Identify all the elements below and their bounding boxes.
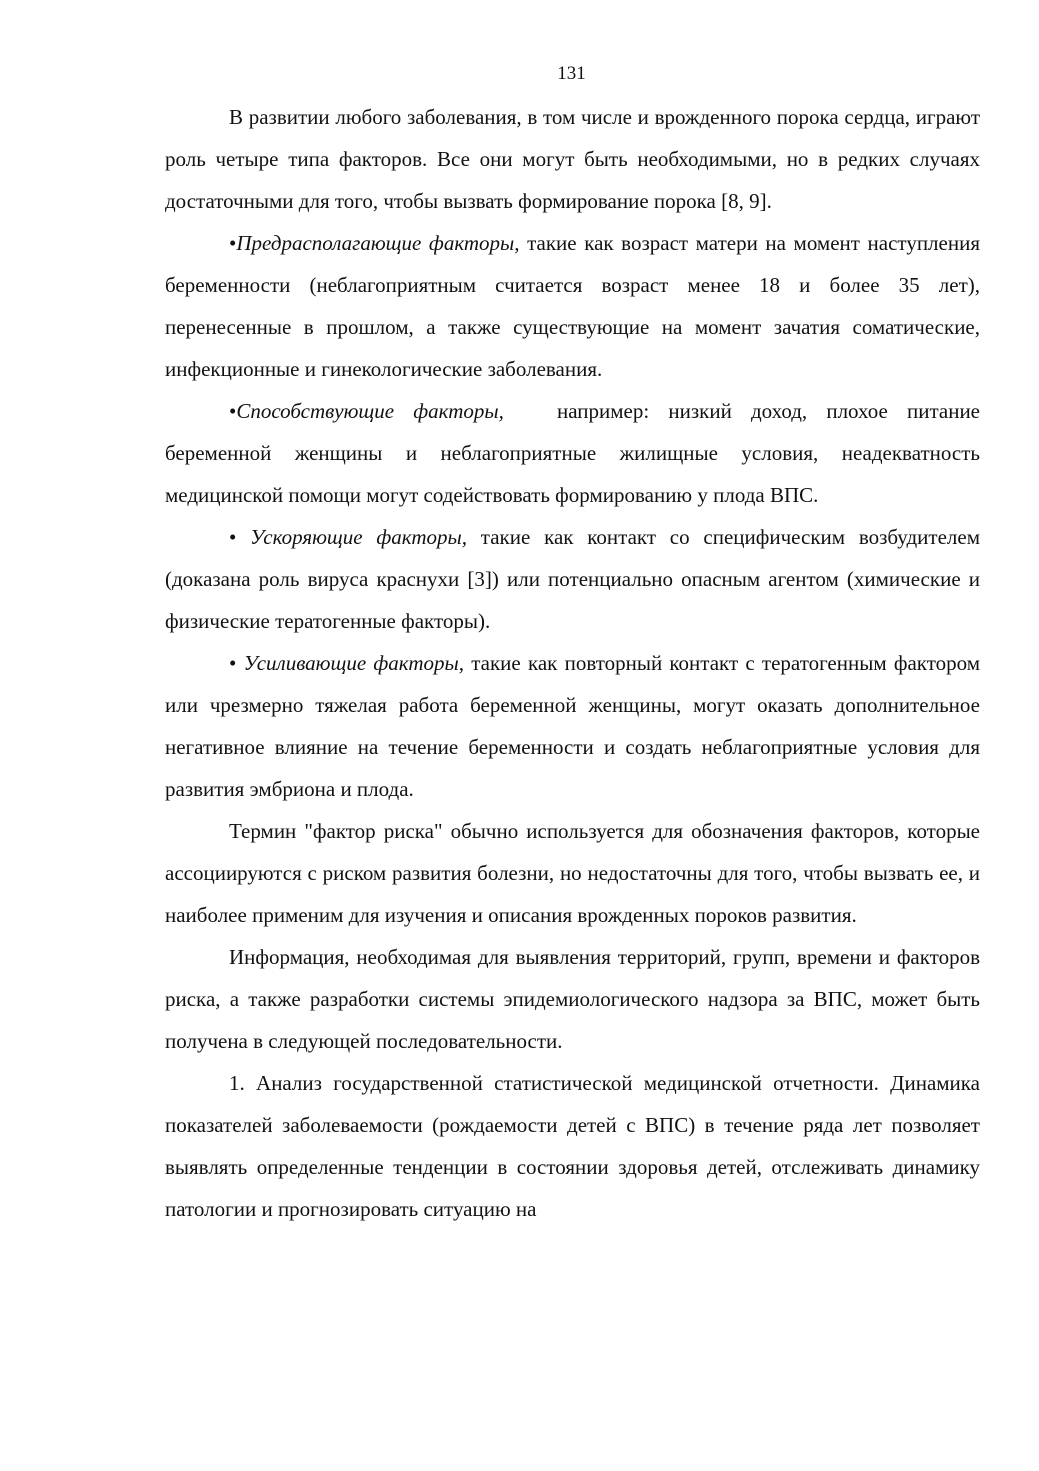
paragraph-text: Термин "фактор риска" обычно используется для обозначения факторов, которые ассоциируются с риском развития болезни, но недостаточны для того, чтобы вызвать ее, и наиболее применим для изучения и описания врожденных пороков развития. [165, 819, 980, 927]
paragraph-text: Информация, необходимая для выявления территорий, групп, времени и факторов риска, а также разработки системы эпидемиологического надзора за ВПС, может быть получена в следующей последовательности. [165, 945, 980, 1053]
paragraph-text: например: низкий доход, плохое питание беременной женщины и неблагоприятные жилищные условия, неадекватность медицинской помощи могут содействовать формированию у плода ВПС. [165, 399, 980, 507]
paragraph-text: такие как контакт со специфическим возбудителем (доказана роль вируса краснухи [3]) или потенциально опасным агентом (химические и физические тератогенные факторы). [165, 525, 980, 633]
paragraph-statistical-analysis [165, 1062, 980, 1230]
paragraph-predisposing-factors [165, 222, 980, 390]
italic-term: Предрасполагающие факторы, [236, 231, 520, 255]
italic-term: Способствующие факторы, [236, 399, 504, 423]
paragraph-information-sources [165, 936, 980, 1062]
paragraph-intro [165, 96, 980, 222]
bullet-marker: • [229, 399, 237, 423]
paragraph-text: такие как повторный контакт с тератогенным фактором или чрезмерно тяжелая работа беременной женщины, могут оказать дополнительное негативное влияние на течение беременности и создать неблагоприятные условия для развития эмбриона и плода. [165, 651, 980, 801]
bullet-marker: • [229, 231, 237, 255]
page-number: 131 [557, 63, 586, 84]
paragraph-risk-factor-term [165, 810, 980, 936]
page-body [165, 96, 980, 1230]
bullet-marker: • [229, 651, 244, 675]
paragraph-contributing-factors [165, 390, 980, 516]
italic-term: Усиливающие факторы, [243, 651, 464, 675]
paragraph-accelerating-factors [165, 516, 980, 642]
bullet-marker: • [229, 525, 251, 549]
italic-term: Ускоряющие факторы, [250, 525, 467, 549]
paragraph-text: В развитии любого заболевания, в том числе и врожденного порока сердца, играют роль четыре типа факторов. Все они могут быть необходимыми, но в редких случаях достаточными для того, чтобы вызвать формирование порока [8, 9]. [165, 105, 980, 213]
paragraph-text: такие как возраст матери на момент наступления беременности (неблагоприятным считается возраст менее 18 и более 35 лет), перенесенные в прошлом, а также существующие на момент зачатия соматические, инфекционные и гинекологические заболевания. [165, 231, 980, 381]
paragraph-text: 1. Анализ государственной статистической медицинской отчетности. Динамика показателей заболеваемости (рождаемости детей с ВПС) в течение ряда лет позволяет выявлять определенные тенденции в состоянии здоровья детей, отслеживать динамику патологии и прогнозировать ситуацию на [165, 1071, 980, 1221]
paragraph-reinforcing-factors [165, 642, 980, 810]
